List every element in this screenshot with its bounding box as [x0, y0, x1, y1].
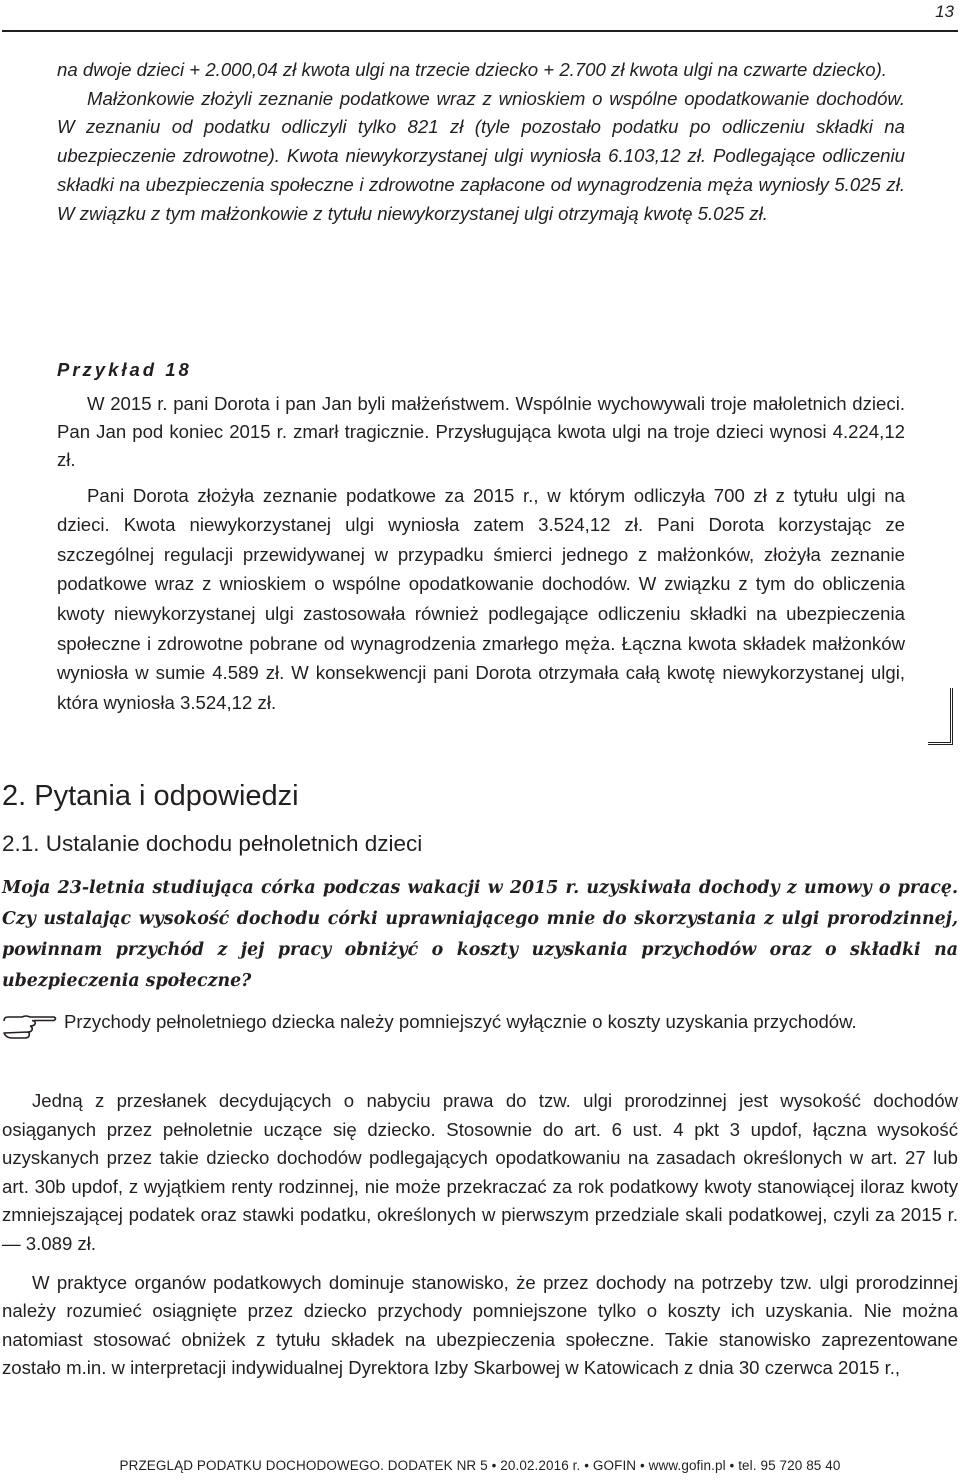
article-body: [2, 1087, 958, 1393]
reader-question: Moja 23-letnia studiująca córka podczas wakacji w 2015 r. uzyskiwała dochody z umowy o pracę. Czy ustalając wysokość dochodu córki uprawniającego mnie do skorzystania z ulgi prorodzinnej, powinnam przychód z jej pracy obniżyć o koszty uzyskania przychodów oraz o składki na ubezpieczenia społeczne?: [2, 878, 958, 991]
body-paragraph-2: W praktyce organów podatkowych dominuje stanowisko, że przez dochody na potrzeby tzw. ulgi prorodzinnej należy rozumieć osiągnięte przez dziecko przychody pomniejszone tylko o koszty ich uzyskania. Nie można natomiast stosować obniżek z tytułu składek na ubezpieczenia społeczne. Takie stanowisko zaprezentowane zostało m.in. w interpretacji indywidualnej Dyrektora Izby Skarbowej w Katowicach z dnia 30 czerwca 2015 r.,: [2, 1271, 958, 1379]
section-heading: 2. Pytania i odpowiedzi: [2, 780, 299, 812]
answer-block: [2, 1007, 958, 1037]
example-end-marker: [928, 688, 953, 745]
page-footer: PRZEGLĄD PODATKU DOCHODOWEGO. DODATEK NR 5 • 20.02.2016 r. • GOFIN • www.gofin.pl • tel. 95 720 85 40: [119, 1458, 841, 1473]
header-rule: [2, 30, 958, 32]
subsection-heading: 2.1. Ustalanie dochodu pełnoletnich dzieci: [2, 831, 423, 856]
body-paragraph-1: Jedną z przesłanek decydujących o nabyciu prawa do tzw. ulgi prorodzinnej jest wysokość dochodów osiąganych przez pełnoletnie uczące się dziecko. Stosownie do art. 6 ust. 4 pkt 3 updof, łączna wysokość uzyskanych przez takie dziecko dochodów podlegających opodatkowaniu na zasadach określonych w art. 27 lub art. 30b updof, z wyjątkiem renty rodzinnej, nie może przekraczać za rok podatkowy kwoty stanowiącej iloraz kwoty zmniejszającej podatek oraz stawki podatku, określonych w pierwszym przedziale skali podatkowej, czyli za 2015 r. — 3.089 zł.: [2, 1090, 958, 1254]
intro-text: [57, 56, 905, 228]
example-body: [57, 390, 905, 717]
example-title: Przykład 18: [57, 359, 192, 380]
page-number: 13: [935, 2, 954, 21]
example-paragraph-1: W 2015 r. pani Dorota i pan Jan byli małżeństwem. Wspólnie wychowywali troje małoletnich dzieci. Pan Jan pod koniec 2015 r. zmarł tragicznie. Przysługująca kwota ulgi na troje dzieci wynosi 4.224,12 zł.: [57, 393, 905, 471]
example-paragraph-2: Pani Dorota złożyła zeznanie podatkowe za 2015 r., w którym odliczyła 700 zł z tytułu ulgi na dzieci. Kwota niewykorzystanej ulgi wyniosła zatem 3.524,12 zł. Pani Dorota korzystając ze szczególnej regulacji przewidywanej w przypadku śmierci jednego z małżonków, złożyła zeznanie podatkowe wraz z wnioskiem o wspólne opodatkowanie dochodów. W związku z tym do obliczenia kwoty niewykorzystanej ulgi zastosowała również podlegające odliczeniu składki na ubezpieczenia społeczne i zdrowotne pobrane od wynagrodzenia zmarłego męża. Łączna kwota składek małżonków wyniosła w sumie 4.589 zł. W konsekwencji pani Dorota otrzymała całą kwotę niewykorzystanej ulgi, która wyniosła 3.524,12 zł.: [57, 484, 905, 713]
intro-paragraph-1: na dwoje dzieci + 2.000,04 zł kwota ulgi na trzecie dziecko + 2.700 zł kwota ulgi na czwarte dziecko).: [57, 59, 887, 80]
intro-paragraph-2: Małżonkowie złożyli zeznanie podatkowe wraz z wnioskiem o wspólne opodatkowanie dochodów. W zeznaniu od podatku odliczyli tylko 821 zł (tyle pozostało podatku po odliczeniu składki na ubezpieczenie zdrowotne). Kwota niewykorzystanej ulgi wyniosła 6.103,12 zł. Podlegające odliczeniu składki na ubezpieczenia społeczne i zdrowotne zapłacone od wynagrodzenia męża wyniosły 5.025 zł. W związku z tym małżonkowie z tytułu niewykorzystanej ulgi otrzymają kwotę 5.025 zł.: [57, 87, 905, 224]
answer-text: Przychody pełnoletniego dziecka należy pomniejszyć wyłącznie o koszty uzyskania przychodów.: [64, 1011, 857, 1032]
pointing-hand-icon: [2, 1013, 58, 1043]
